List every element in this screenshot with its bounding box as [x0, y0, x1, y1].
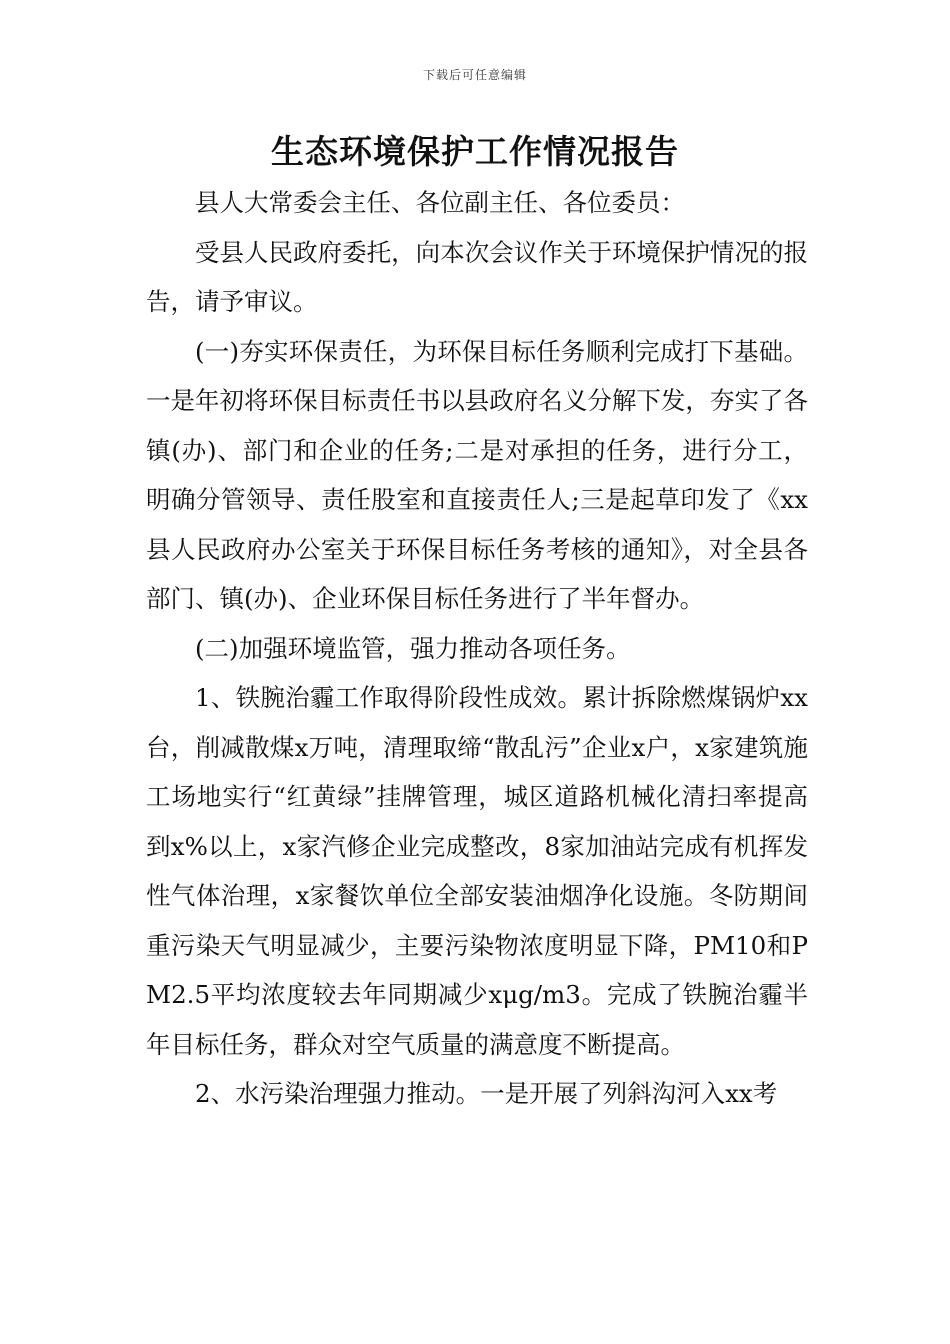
document-title: 生态环境保护工作情况报告 — [271, 132, 679, 171]
air-pollution-paragraph: 1、铁腕治霾工作取得阶段性成效。累计拆除燃煤锅炉xx台，削减散煤x万吨，清理取缔“散乱污”企业x户，x家建筑施工场地实行“红黄绿”挂牌管理，城区道路机械化清扫率提高到x%以上，x家汽修企业完成整改，8家加油站完成有机挥发性气体治理，x家餐饮单位全部安装油烟净化设施。冬防期间重污染天气明显减少，主要污染物浓度明显下降，PM10和PM2.5平均浓度较去年同期减少xμg/m3。完成了铁腕治霾半年目标任务，群众对空气质量的满意度不断提高。 — [146, 683, 808, 1059]
section-1-paragraph: (一)夯实环保责任，为环保目标任务顺利完成打下基础。一是年初将环保目标责任书以县政府名义分解下发，夯实了各镇(办)、部门和企业的任务;二是对承担的任务，进行分工，明确分管领导、责任股室和直接责任人;三是起草印发了《xx县人民政府办公室关于环保目标任务考核的通知》，对全县各部门、镇(办)、企业环保目标任务进行了半年督办。 — [146, 336, 808, 613]
water-pollution-paragraph: 2、水污染治理强力推动。一是开展了列斜沟河入xx考 — [195, 1079, 778, 1108]
salutation-paragraph: 县人大常委会主任、各位副主任、各位委员： — [195, 188, 685, 217]
document-body — [146, 178, 808, 1119]
intro-paragraph: 受县人民政府委托，向本次会议作关于环境保护情况的报告，请予审议。 — [146, 237, 808, 316]
page-header-note: 下载后可任意编辑 — [422, 68, 527, 82]
section-2-heading-paragraph: (二)加强环境监管，强力推动各项任务。 — [195, 633, 631, 663]
